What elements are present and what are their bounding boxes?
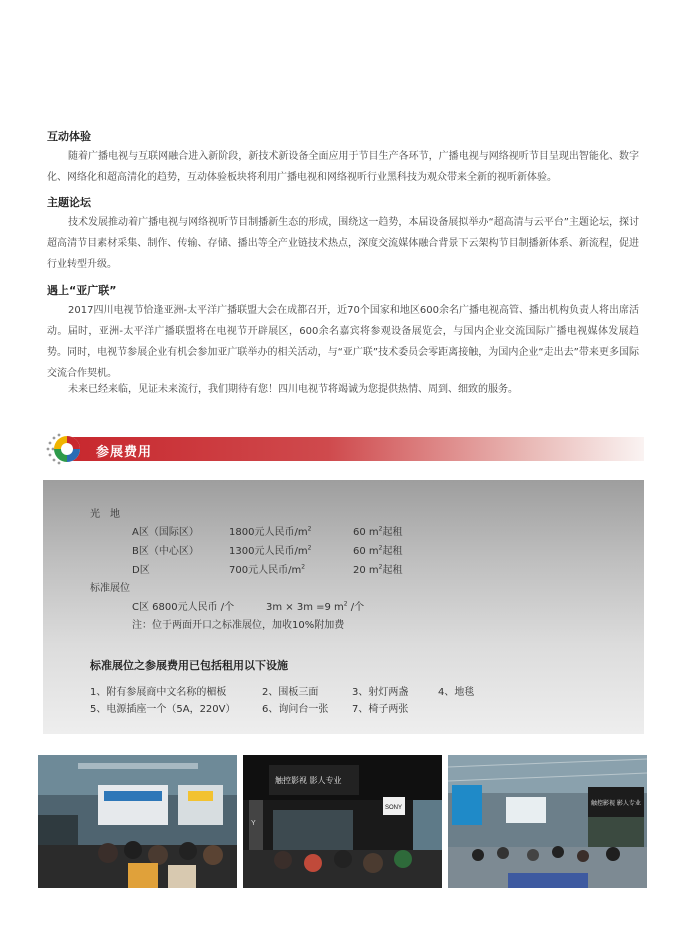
section-heading-abu: 遇上“亚广联” [47, 284, 117, 297]
zone-a-label: A区（国际区） [132, 527, 199, 538]
zone-d-price: 700元人民币$/m^2$ [229, 563, 306, 576]
facility-item: 6、询问台一张 [262, 704, 329, 715]
exhibition-photo-2 [243, 755, 442, 888]
zone-a-min: 60 $m^2$起租 [353, 525, 403, 538]
zone-b-price: 1300元人民币$/m^2$ [229, 544, 312, 557]
zone-d-min: 20 $m^2$起租 [353, 563, 403, 576]
section-body-interactive: 随着广播电视与互联网融合进入新阶段，新技术新设备全面应用于节目生产各环节，广播电视与网络视听节目呈现出智能化、数字化、网络化和超高清化的趋势，互动体验板块将利用广播电视和网络视听行业黑科技为观众带来全新的视听新体验。 [47, 151, 639, 183]
zone-b-label: B区（中心区） [132, 546, 199, 557]
facility-item: 7、椅子两张 [352, 704, 409, 715]
facility-item: 1、附有参展商中文名称的楣板 [90, 687, 227, 698]
zone-d-label: D区 [132, 565, 150, 576]
banner-bar [70, 437, 644, 461]
facility-item: 4、地毯 [438, 687, 475, 698]
exhibition-photo-1 [38, 755, 237, 888]
fees-box [43, 480, 644, 734]
zone-a-price: 1800元人民币$/m^2$ [229, 525, 312, 538]
facility-item: 5、电源插座一个（5A，220V） [90, 704, 236, 715]
banner-title: 参展费用 [96, 445, 153, 460]
standard-booth-size: 3m × 3m =9 $m^2$ /个 [266, 600, 365, 613]
fees-banner [44, 431, 644, 465]
facility-item: 3、射灯两盏 [352, 687, 409, 698]
facilities-title: 标准展位之参展费用已包括租用以下设施 [90, 659, 288, 672]
section-body-abu: 2017四川电视节恰逢亚洲-太平洋广播联盟大会在成都召开，近70个国家和地区600余名广播电视高管、播出机构负责人将出席活动。届时，亚洲-太平洋广播联盟将在电视节开辟展区，600余名嘉宾将参观设备展览会，与国内企业交流国际广播电视媒体发展趋势。同时，电视节参展企业有机会参加亚广联举办的相关活动，与“亚广联”技术委员会零距离接触，为国内企业“走出去”带来更多国际交流合作契机。 [47, 305, 639, 379]
svg-text:Y: Y [251, 820, 256, 827]
surcharge-note: 注：位于两面开口之标准展位，加收10%附加费 [132, 620, 345, 631]
facility-item: 2、围板三面 [262, 687, 319, 698]
logo-icon [44, 431, 84, 467]
exhibition-photo-3 [448, 755, 647, 888]
raw-space-label: 光 地 [90, 509, 120, 520]
photo2-sign-text: 触控影视 影人专业 [275, 776, 342, 785]
photo2-brand-text: SONY [385, 805, 403, 811]
closing-paragraph: 未来已经来临，见证未来流行，我们期待有您！四川电视节将竭诚为您提供热情、周到、细致的服务。 [68, 384, 518, 395]
section-body-forum: 技术发展推动着广播电视与网络视听节目制播新生态的形成，围绕这一趋势，本届设备展拟举办“超高清与云平台”主题论坛，探讨超高清节目素材采集、制作、传输、存储、播出等全产业链技术热点，深度交流媒体融合背景下云架构节目制播新体系、新流程，促进行业转型升级。 [47, 217, 639, 270]
photo3-sign-text: 触控影视 影人专业 [591, 800, 641, 807]
section-heading-forum: 主题论坛 [47, 196, 91, 209]
section-heading-interactive: 互动体验 [47, 130, 91, 143]
standard-booth-price: C区 6800元人民币 /个 [132, 602, 235, 613]
zone-b-min: 60 $m^2$起租 [353, 544, 403, 557]
standard-booth-label: 标准展位 [90, 583, 130, 594]
